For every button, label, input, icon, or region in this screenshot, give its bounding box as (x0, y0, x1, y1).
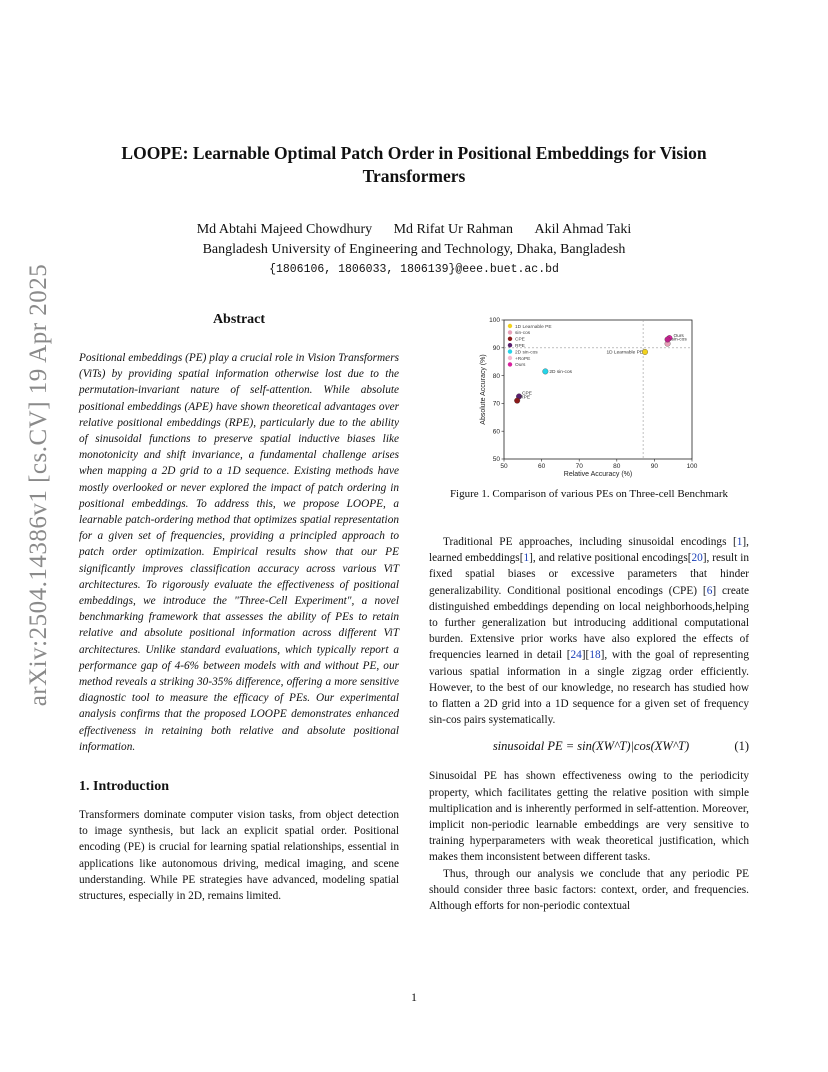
right-column (429, 312, 749, 914)
point-annotation: CPE (522, 391, 532, 397)
legend-marker (508, 362, 512, 366)
intro-paragraph-1 (429, 534, 749, 728)
citation-link[interactable]: 1 (523, 552, 530, 565)
legend-label: CPE (515, 337, 525, 343)
author-name: Md Abtahi Majeed Chowdhury (196, 222, 373, 237)
author-block (70, 220, 758, 280)
x-tick-label: 50 (500, 463, 508, 470)
legend-marker (508, 343, 512, 347)
equation-text: sinusoidal PE = sin(XW^T)|cos(XW^T) (492, 739, 690, 754)
legend-marker (508, 337, 512, 341)
y-tick-label: 80 (492, 372, 500, 380)
legend-label: Ours (515, 363, 526, 369)
equation-number: (1) (734, 739, 749, 754)
point-annotation: 1D Learnable PE (606, 350, 643, 356)
legend-marker (508, 330, 512, 334)
legend-label: 2D sin-cos (515, 350, 538, 356)
x-tick-label: 60 (537, 463, 546, 470)
author-name: Md Rifat Ur Rahman (393, 222, 513, 237)
paragraph-text: ][ (581, 649, 590, 662)
x-tick-label: 70 (575, 463, 583, 470)
paragraph-text: ], learned embeddings[ (429, 536, 749, 565)
legend-label: 1D Learnable PE (515, 324, 552, 330)
data-point (514, 398, 520, 404)
abstract-heading: Abstract (212, 312, 266, 327)
figure-caption: Figure 1. Comparison of various PEs on Three-cell Benchmark (449, 488, 729, 500)
point-annotation: Ours (673, 334, 684, 340)
legend-label: +RoPE (515, 356, 531, 362)
x-axis-label: Relative Accuracy (%) (563, 471, 633, 478)
y-tick-label: 60 (492, 428, 500, 436)
paragraph-text: ] create distinguished embeddings depending on local neighborhoods,helping to further generalization but introducing additional computational burden. Extensive prior works have also explored the effects of frequencies learned in detail [ (429, 584, 750, 662)
intro-paragraph-3: Thus, through our analysis we conclude that any periodic PE should consider three basic factors: context, order, and frequencies. Although efforts for non-periodic contextual (429, 867, 749, 913)
y-tick-label: 70 (492, 400, 500, 408)
intro-paragraph-2: Sinusoidal PE has shown effectiveness owing to the periodicity property, which facilitates getting the relative position with simple multiplication and is inherently performed in self-attention. Moreover, implicit non-periodic learnable embeddings are very sensitive to training hyperparameters with weak theoretical justification, which makes them inconsistent between different tasks. (429, 770, 749, 864)
paragraph-text: ], and relative positional encodings[ (529, 552, 692, 565)
point-annotation: 2D sin-cos (549, 369, 573, 375)
y-tick-label: 100 (489, 317, 500, 325)
page-number: 1 (411, 990, 417, 1004)
equation-expression (429, 739, 719, 754)
legend-marker (508, 349, 512, 353)
plot-frame (504, 320, 692, 459)
x-tick-label: 80 (613, 463, 621, 470)
affiliation: Bangladesh University of Engineering and Technology, Dhaka, Bangladesh (202, 242, 626, 257)
equation-1 (429, 739, 749, 754)
introduction-heading: 1. Introduction (79, 779, 169, 795)
legend-label: RPE (515, 344, 525, 349)
paper-title: LOOPE: Learnable Optimal Patch Order in Positional Embeddings for Vision Transformers (121, 143, 707, 186)
left-column (79, 312, 399, 904)
x-tick-label: 90 (650, 463, 659, 470)
scatter-chart (429, 312, 749, 482)
figure-1 (429, 312, 749, 482)
legend-marker (508, 324, 512, 328)
data-point (543, 369, 549, 375)
introduction-text: Transformers dominate computer vision tasks, from object detection to image synthesis, but lack an explicit spatial order. Positional encoding (PE) is crucial for learning spatial relationships, essential in applications like autonomous driving, medical imaging, and scene understanding. While PE strategies have advanced, modeling spatial structures, especially in 2D, remains limited. (79, 809, 399, 903)
data-point (665, 337, 671, 343)
x-tick-label: 100 (686, 463, 698, 470)
citation-link[interactable]: 20 (691, 552, 703, 565)
y-tick-label: 90 (492, 345, 500, 352)
y-tick-label: 50 (492, 456, 500, 464)
legend-label: sin-cos (515, 331, 531, 337)
paragraph-text: ], with the goal of representing various spatial information in a single zigzag order efficiently. However, to the best of our knowledge, no research has studied how to flatten a 2D grid into a 1D sequence for a given set of frequency sin-cos pairs systematically. (429, 649, 749, 727)
author-names (70, 220, 758, 240)
citation-link[interactable]: 6 (706, 584, 713, 597)
citation-link[interactable]: 18 (589, 649, 601, 662)
author-name: Akil Ahmad Taki (534, 222, 632, 237)
y-axis-label: Absolute Accuracy (%) (480, 354, 487, 425)
citation-link[interactable]: 1 (736, 536, 743, 548)
point-annotation: sin-cos (671, 337, 687, 343)
point-annotation: RPE (520, 395, 531, 401)
arxiv-stamp-text: arXiv:2504.14386v1 [cs.CV] 19 Apr 2025 (25, 263, 52, 707)
data-point (642, 349, 648, 355)
abstract-text: Positional embeddings (PE) play a crucial role in Vision Transformers (ViTs) by providing spatial information otherwise lost due to the permutation-invariant nature of self-attention. While absolute positional embeddings (APE) have shown theoretical advantages over relative positional embeddings (RPE), particularly due to the ability of sinusoidal functions to preserve spatial inductive biases like monotonicity and shift invariance, a fundamental challenge arises when mapping a 2D grid to a 1D sequence. Existing methods have mostly overlooked or never explored the impact of patch ordering in positional embeddings. To address this, we propose LOOPE, a learnable patch-ordering method that optimizes spatial representation for a given set of frequencies, providing a principled approach to patch order optimization. Empirical results show that our PE significantly improves classification accuracy across various ViT architectures. To rigorously evaluate the effectiveness of positional embeddings, we introduce the "Three-Cell Experiment", a novel benchmarking framework that assesses the ability of PEs to retain relative and absolute positional information across different ViT architectures. Unlike standard evaluations, which typically report a performance gap of 4-6% between models with and without PE, our method reveals a striking 30-35% difference, offering a more sensitive diagnostic tool to measure the efficacy of PEs. Our experimental analysis confirms that the proposed LOOPE demonstrates enhanced effectiveness in retaining both relative and absolute positional information. (79, 352, 399, 753)
paragraph-text: ], result in fixed spatial biases or excessive parameters that hinder generalizability. Conditional positional encodings (CPE) [ (429, 552, 749, 597)
paragraph-text: Traditional PE approaches, including sinusoidal encodings [ (443, 536, 737, 548)
author-email: {1806106, 1806033, 1806139}@eee.buet.ac.bd (269, 263, 559, 276)
citation-link[interactable]: 24 (570, 649, 582, 662)
legend-marker (508, 356, 512, 360)
arxiv-stamp (24, 263, 54, 707)
